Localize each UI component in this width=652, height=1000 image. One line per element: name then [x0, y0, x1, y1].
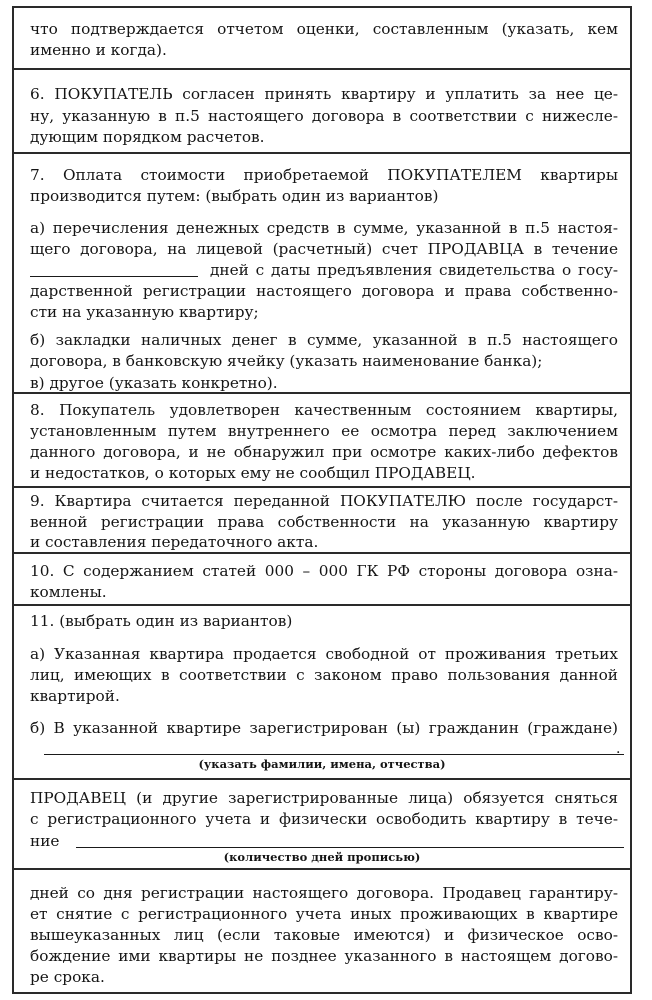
text-line: и составления передаточного акта. [30, 533, 319, 551]
text-line: и недостатков, о которых ему не сообщил ПРОДАВЕЦ. [30, 464, 476, 482]
clause-11 [14, 604, 630, 778]
clause-10 [14, 552, 630, 604]
final-paragraph [14, 868, 630, 992]
text-line: данного договора, и не обнаружил при осмотре каких-либо дефектов [30, 443, 618, 461]
text-line: комлены. [30, 583, 107, 601]
text-line: 7. Оплата стоимости приобретаемой ПОКУПАТЕЛЕМ квартиры [30, 166, 618, 184]
text-line: сти на указанную квартиру; [30, 303, 259, 321]
text-line: в) другое (указать конкретно). [30, 374, 278, 392]
clause-8 [14, 392, 630, 486]
text-line: венной регистрации права собственности на указанную квартиру [30, 513, 618, 531]
text-line: именно и когда). [30, 41, 167, 59]
text-line: лиц, имеющих в соответствии с законом право пользования данной [30, 666, 618, 684]
days-in-words-field[interactable] [76, 847, 624, 848]
section-continuation [14, 8, 630, 68]
text-line: 8. Покупатель удовлетворен качественным состоянием квартиры, [30, 401, 618, 419]
text-line: 11. (выбрать один из вариантов) [30, 612, 293, 630]
text-line: что подтверждается отчетом оценки, составленным (указать, кем [30, 20, 618, 38]
text-line: с регистрационного учета и физически освободить квартиру в тече- [30, 810, 618, 828]
text-line: дней с даты предъявления свидетельства о госу- [210, 261, 618, 279]
field-caption: (количество дней прописью) [223, 850, 421, 864]
clause-6 [14, 68, 630, 152]
text-line: 6. ПОКУПАТЕЛЬ согласен принять квартиру и уплатить за нее це- [30, 85, 618, 103]
text-line: дующим порядком расчетов. [30, 128, 265, 146]
clause-7 [14, 152, 630, 392]
text-line: 9. Квартира считается переданной ПОКУПАТЕЛЮ после государст- [30, 492, 618, 510]
text-line: а) перечисления денежных средств в сумме, указанной в п.5 настоя- [30, 219, 618, 237]
field-caption: (указать фамилии, имена, отчества) [198, 757, 446, 771]
text-line: ет снятие с регистрационного учета иных проживающих в квартире [30, 905, 618, 923]
text-line: ПРОДАВЕЦ (и другие зарегистрированные лица) обязуется сняться [30, 789, 618, 807]
text-line: ну, указанную в п.5 настоящего договора в соответствии с нижесле- [30, 107, 618, 125]
days-blank-field[interactable] [30, 276, 198, 277]
text-line: ние [30, 832, 60, 850]
text-line: б) закладки наличных денег в сумме, указанной в п.5 настоящего [30, 331, 618, 349]
text-line: установленным путем внутреннего ее осмотра перед заключением [30, 422, 618, 440]
text-line: дней со дня регистрации настоящего договора. Продавец гарантиру- [30, 884, 618, 902]
text-line: бождение ими квартиры не позднее указанного в настоящем догово- [30, 947, 618, 965]
citizens-names-field[interactable] [44, 754, 624, 755]
seller-obligation [14, 778, 630, 868]
clause-9 [14, 486, 630, 552]
text-line: вышеуказанных лиц (если таковые имеются) и физическое осво- [30, 926, 618, 944]
text-line: ре срока. [30, 968, 105, 986]
text-line: производится путем: (выбрать один из вариантов) [30, 187, 439, 205]
text-line: б) В указанной квартире зарегистрирован (ы) гражданин (граждане) [30, 719, 618, 737]
text-line: а) Указанная квартира продается свободной от проживания третьих [30, 645, 618, 663]
text-line: дарственной регистрации настоящего договора и права собственно- [30, 282, 618, 300]
text-line: щего договора, на лицевой (расчетный) счет ПРОДАВЦА в течение [30, 240, 618, 258]
document-page [12, 6, 632, 994]
text-line: квартирой. [30, 687, 120, 705]
text-line: 10. С содержанием статей 000 – 000 ГК РФ стороны договора озна- [30, 562, 618, 580]
line-end-period: . [616, 741, 621, 757]
text-line: договора, в банковскую ячейку (указать наименование банка); [30, 352, 543, 370]
